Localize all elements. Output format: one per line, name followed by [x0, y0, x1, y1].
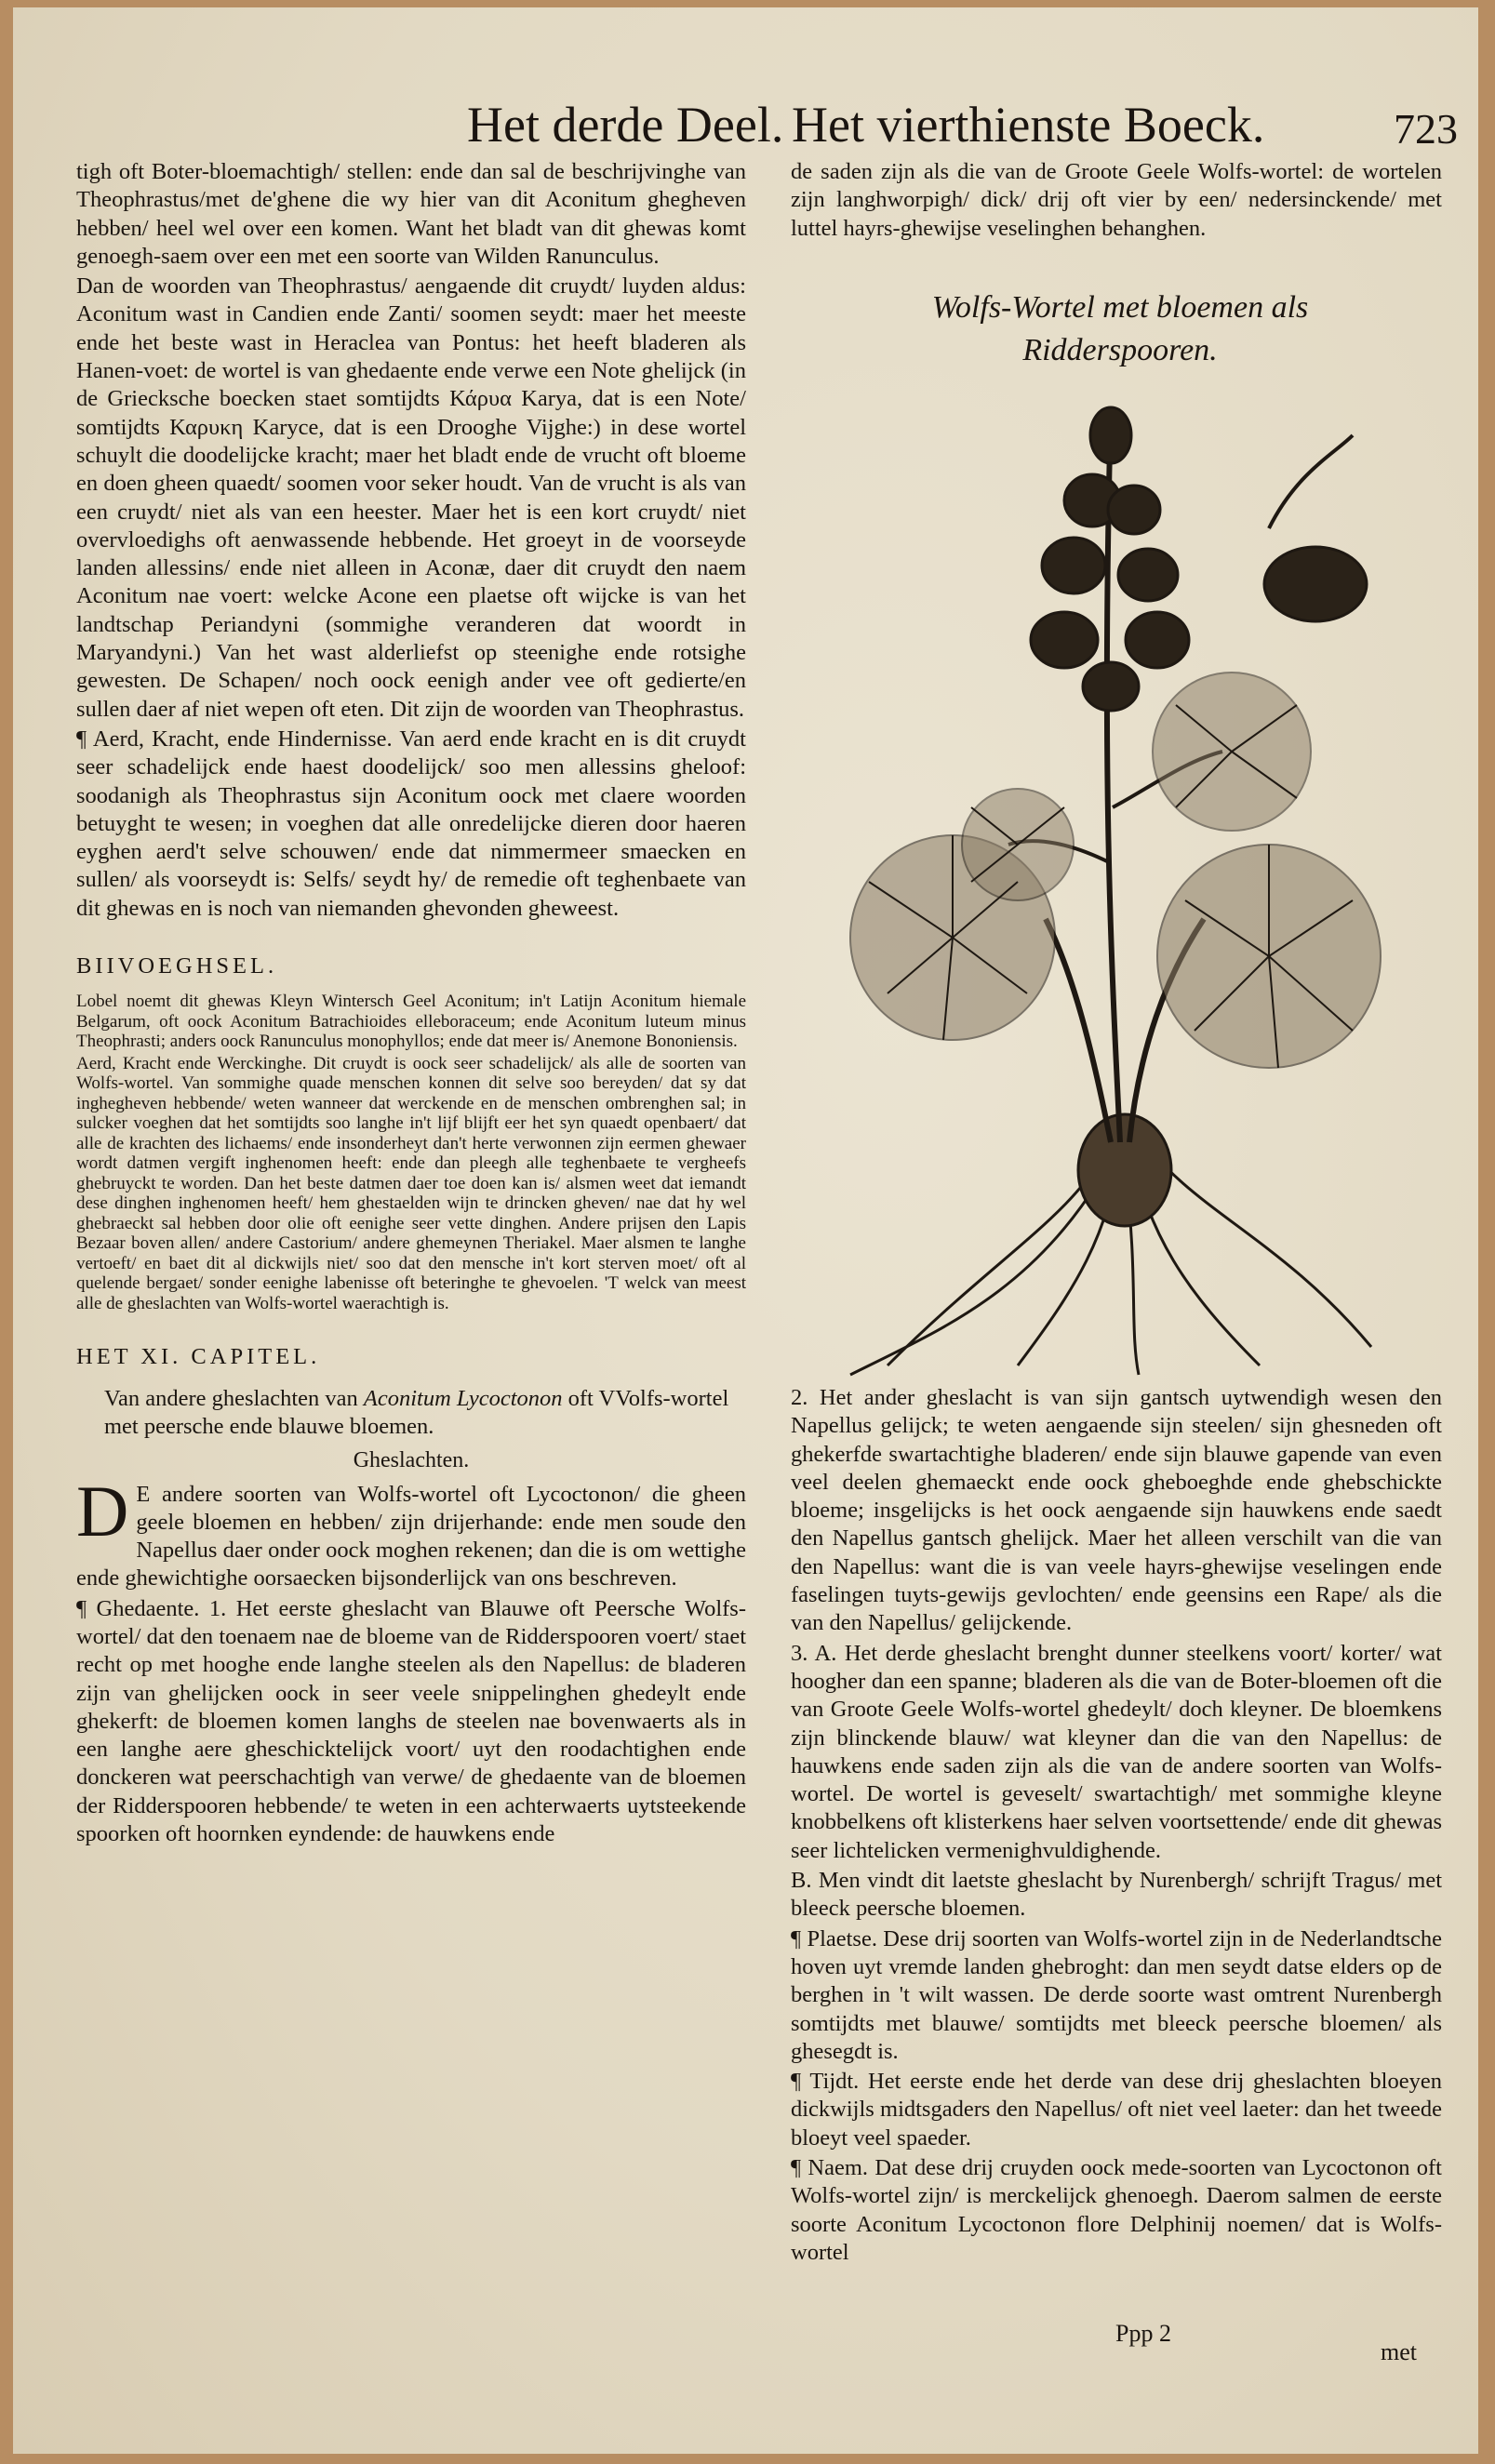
figure-caption-line-1: Wolfs-Wortel met bloemen als [931, 290, 1309, 325]
bijvoeghsel-paragraph-1: Lobel noemt dit ghewas Kleyn Wintersch Geel Aconitum; in't Latijn Aconitum hiemale Belgarum, oft oock Aconitum Batrachioides elleboraceum; ende Aconitum luteum minus Theophrasti; anders oock Ranunculus monophyllos; ende dat meer is/ Anemone Bononiensis. [76, 992, 746, 1052]
right-column-top [791, 158, 1442, 245]
chapter-paragraph-2: ¶ Ghedaente. 1. Het eerste gheslacht van Blauwe oft Peersche Wolfs-wortel/ dat den toenaem nae de bloeme van de Ridderspooren voert/ staet recht op met hooghe ende langhe steelen als den Napellus: de bladeren zijn van ghelijcken oock in seer veele snippelinghen ghedeylt ende ghekerft: de bloemen komen langhs de steelen nae bovenwaerts als in een langhe aere gheschicktelijck voort/ uyt den roodachtighen ende donckeren wat peerschachtigh van verwe/ de ghedaente van de bloemen der Ridderspooren hebbende/ te weten in een achterwaerts uytsteekende spoorken oft hoornken eyndende: de hauwkens ende [76, 1595, 746, 1847]
running-head-left: Het derde Deel. [467, 97, 784, 153]
right-paragraph-3: 3. A. Het derde gheslacht brenght dunner steelkens voort/ korter/ wat hoogher dan een spanne; bladeren als die van de Boter-bloemen oft die van Groote Geele Wolfs-wortel ghedeylt/ doch kleyner. De bloemkens zijn blinckende blauw/ wat kleyner dan die van den Napellus: de hauwkens ende saden zijn als die van de andere soorten van Wolfs-wortel. De wortel is geveselt/ swartachtigh/ met sommighe kleyne knobbelkens oft klisterkens haer selven voortsettende/ ende dit ghewas seer lichtelicken vermenighvuldighende. [791, 1640, 1442, 1863]
drop-cap: D [76, 1470, 129, 1552]
aconitum-woodcut-illustration [832, 398, 1390, 1384]
right-paragraph-6: ¶ Tijdt. Het eerste ende het derde van dese drij gheslachten bloeyen dickwijls midtsgaders den Napellus/ oft niet veel laeter: dan het tweede bloeyt veel spaeder. [791, 2069, 1442, 2151]
chapter-title [76, 1385, 746, 1442]
figure-caption-line-2: Ridderspooren. [1022, 333, 1218, 367]
left-paragraph-3: ¶ Aerd, Kracht, ende Hindernisse. Van aerd ende kracht en is dit cruydt seer schadelijck ende haest doodelijck/ soo men allessins gheloof: soodanigh als Theophrastus sijn Aconitum oock met claere woorden betuyght te wesen; in voeghen dat alle onredelijcke dieren door haeren eyghen aerd't selve schouwen/ ende dat nimmermeer smaecken en sullen/ als voorseydt is: Selfs/ seydt hy/ de remedie oft teghenbaete van dit ghewas en is noch van niemanden ghevonden gheweest. [76, 726, 746, 921]
bijvoeghsel-paragraph-2: Aerd, Kracht ende Werckinghe. Dit cruydt is oock seer schadelijck/ als alle de soorten van Wolfs-wortel. Van sommighe quade menschen konnen dit selve soo bereyden/ dat sy dat inghegheven hebbende/ weten wanneer dat werckende en de menschen ombrenghen sal; in sulcker voeghen dat het somtijdts soo langhe in't lijf blijft eer het syn quaedt openbaert/ dat alle de krachten des lichaems/ ende insonderheyt dan't herte verwonnen zijn eermen ghewaer wordt datmen vergift inghenomen heeft: ende dan pleegh alle teghenbaete te vergheefs ghebruyckt te worden. Dan het beste datmen daer toe doen kan is/ alsmen weet dat iemandt dese dinghen inghenomen heeft/ hem ghestaelden wijn te drincken gheven/ nae dat hy wel ghebraeckt sal hebben door olie oft eenighe seer vette dinghen. Andere prijsen den Lapis Bezaar boven allen/ andere Castorium/ andere ghemeynen Theriakel. Maer alsmen te langhe vertoeft/ en baet dit al dickwijls niet/ soo dat den mensche in't kort sterven moet/ oft al quelende bergaet/ sonder eenighe labenisse oft beteringhe te ghevoelen. 'T welck van meest alle de gheslachten van Wolfs-wortel waerachtigh is. [76, 1053, 746, 1313]
root-tuber [1078, 1114, 1171, 1226]
right-paragraph-2: 2. Het ander gheslacht is van sijn gantsch uytwendigh wesen den Napellus gelijck; te weten aengaende sijn steelen/ sijn ghesneden oft ghekerfde swartachtighe bladeren/ ende sijn blauwe gapende van even veel deelen ghemaeckt ende oock gheboeghde ende ghebschickte bloeme; insgelijcks is het oock aengaende sijn hauwkens ende saedt den Napellus gantsch ghelijck. Maer het alleen verschilt van die van den Napellus: want die is van veele hayrs-ghewijse veselingen ende faselingen tuyts-gewijs gevlochten/ ende geensins een Rape/ als die van den Napellus/ gelijckende. [791, 1385, 1442, 1636]
chapter-title-latin: Aconitum Lycoctonon [363, 1385, 563, 1411]
chapter-title-text-end: oft VVolfs-wortel met peersche ende blauwe bloemen. [104, 1385, 729, 1439]
right-paragraph-5: ¶ Plaetse. Dese drij soorten van Wolfs-wortel zijn in de Nederlandtsche hoven uyt vremde landen ghebroght: dan men seydt datse elders op de berghen in 't wilt wassen. De derde soorte wast omtrent Nurenbergh somtijdts met blauwe/ somtijdts met bleeck peersche bloemen/ als ghesegdt is. [791, 1925, 1442, 2064]
root [1139, 1133, 1371, 1347]
root [850, 1161, 1111, 1375]
chapter-heading: HET XI. CAPITEL. [76, 1344, 321, 1370]
page-number: 723 [1394, 105, 1458, 153]
chapter-title-text: Van andere gheslachten van [104, 1385, 364, 1411]
book-page [13, 7, 1478, 2454]
left-paragraph-1: tigh oft Boter-bloemachtigh/ stellen: ende dan sal de beschrijvinghe van Theophrastus/met de'ghene die wy hier van dit Aconitum ghegheven hebben/ heel wel over een komen. Want het bladt van dit ghewas komt genoegh-saem over een met een soorte van Wilden Ranunculus. [76, 159, 746, 269]
chapter-paragraph-1 [76, 1470, 746, 1593]
gheslachten-subheading: Gheslachten. [353, 1448, 470, 1473]
figure-caption [832, 286, 1408, 372]
chapter-paragraph-1-text: E andere soorten van Wolfs-wortel oft Lycoctonon/ die gheen geele bloemen en hebben/ zijn drijerhande: ende men soude den Napellus daer onder oock moghen rekenen; dan die is om wettighe ende ghewichtighe oorsaecken bijsonderlijck van ons beschreven. [76, 1481, 746, 1592]
single-flower [1264, 547, 1367, 621]
signature-mark: Ppp 2 [1115, 2320, 1171, 2347]
left-paragraph-2: Dan de woorden van Theophrastus/ aengaende dit cruydt/ luyden aldus: Aconitum wast in Candien ende Zanti/ soomen seydt: maer het meeste ende het beste wast in Heraclea van Pontus: het heeft bladeren als Hanen-voet: de wortel is van ghedaente ende verwe een Note ghelijck (in de Griecksche boecken staet somtijdts Κάρυα Karya, dat is een Note/ somtijdts Καρυκη Karyce, dat is een Drooghe Vijghe:) in dese wortel schuylt die doodelijcke kracht; maer het bladt ende de vrucht oft bloeme en doen gheen quaedt/ soomen voor seker houdt. Van de vrucht is als van een cruydt/ niet als van een heester. Maer het is een kort cruydt/ niet overvloedighs oft aenwassende hebbende. Het groeyt in de voorseyde landen allessins/ ende niet alleen in Aconæ, daer dit cruydt den naem Aconitum nae voert: welcke Acone een plaetse oft wijcke is van het landtschap Periandyni (sommighe veranderen dat woordt in Maryandyni.) Van het wast alderliefst op steenighe ende rotsighe gewesten. De Schapen/ noch oock eenigh ander vee oft gedierte/en sullen daer af niet wepen oft eten. Dit zijn de woorden van Theophrastus. [76, 273, 746, 722]
left-column [76, 158, 746, 2279]
running-head-right: Het vierthienste Boeck. [792, 97, 1265, 153]
right-paragraph-7: ¶ Naem. Dat dese drij cruyden oock mede-soorten van Lycoctonon oft Wolfs-wortel zijn/ is merckelijck ghenoegh. Daerom salmen de eerste soorte Aconitum Lycoctonon flore Delphinij noemen/ dat is Wolfs-wortel [791, 2155, 1442, 2265]
right-column-bottom [791, 1384, 1442, 2314]
bijvoeghsel-heading: BIIVOEGHSEL. [76, 953, 278, 979]
right-paragraph-1: de saden zijn als die van de Groote Geele Wolfs-wortel: de wortelen zijn langhworpigh/ dick/ drij oft vier by een/ nedersinckende/ met luttel hayrs-ghewijse veselinghen behanghen. [791, 159, 1442, 241]
catchword: met [1381, 2338, 1417, 2365]
right-paragraph-4: B. Men vindt dit laetste gheslacht by Nurenbergh/ schrijft Tragus/ met bleeck peersche bloemen. [791, 1868, 1442, 1922]
stem [1046, 919, 1111, 1142]
